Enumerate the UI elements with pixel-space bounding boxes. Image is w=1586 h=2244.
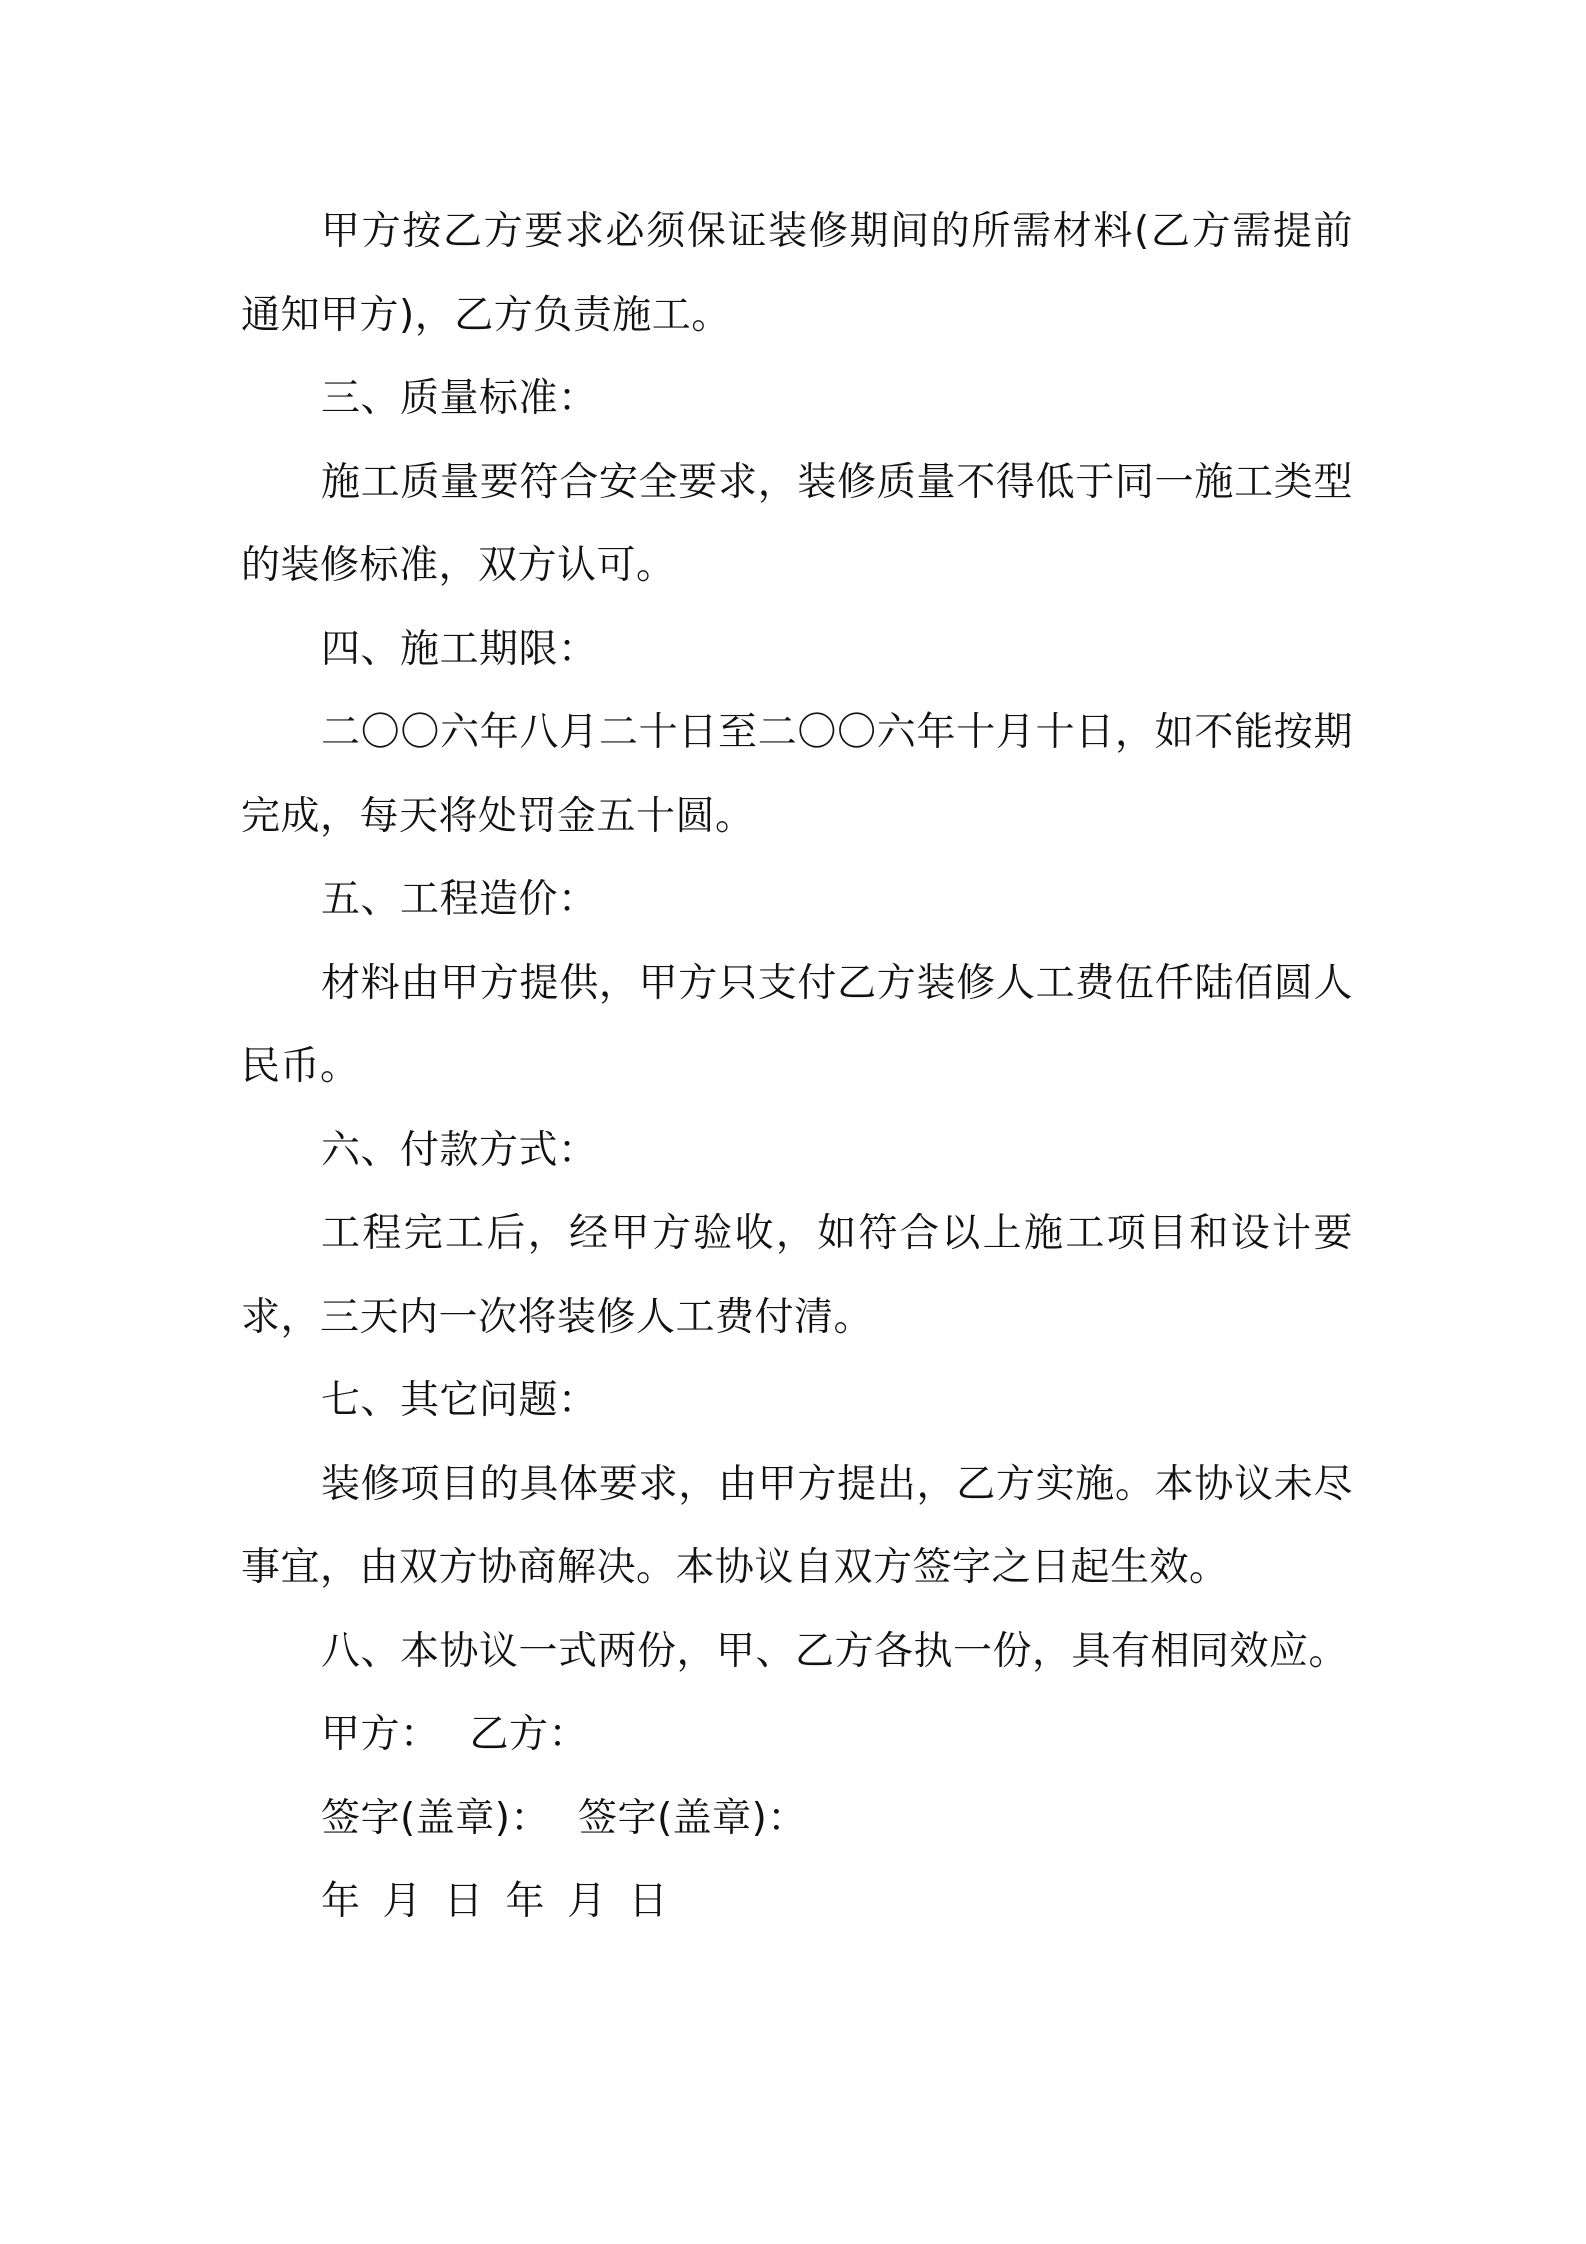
- heading-project-cost: 五、工程造价：: [321, 877, 598, 922]
- paragraph-other-issues: 装修项目的具体要求，由甲方提出，乙方实施。本协议未尽事宜，由双方协商解决。本协议自双方签字之日起生效。: [241, 1461, 1353, 1590]
- party-a-date-year: 年: [321, 1879, 361, 1924]
- party-b-date-day: 日: [628, 1879, 669, 1924]
- party-b-date-year: 年: [505, 1879, 546, 1924]
- signature-parties-row: [241, 1693, 1353, 1777]
- party-a-seal-label: 签字(盖章)：: [321, 1795, 550, 1841]
- paragraph-payment: 工程完工后，经甲方验收，如符合以上施工项目和设计要求，三天内一次将装修人工费付清。: [241, 1211, 1353, 1340]
- party-b-label: 乙方：: [469, 1712, 589, 1757]
- paragraph-materials: 甲方按乙方要求必须保证装修期间的所需材料(乙方需提前通知甲方)，乙方负责施工。: [241, 209, 1353, 338]
- heading-payment-method: 六、付款方式：: [321, 1127, 598, 1173]
- paragraph-copies: 八、本协议一式两份，甲、乙方各执一份，具有相同效应。: [321, 1628, 1349, 1674]
- heading-quality-standard: 三、质量标准：: [321, 376, 598, 421]
- paragraph-quality: 施工质量要符合安全要求，装修质量不得低于同一施工类型的装修标准，双方认可。: [241, 459, 1353, 588]
- heading-construction-period: 四、施工期限：: [321, 626, 598, 672]
- party-a-date-day: 日: [444, 1879, 484, 1924]
- party-b-date-month: 月: [567, 1879, 607, 1924]
- paragraph-cost: 材料由甲方提供，甲方只支付乙方装修人工费伍仟陆佰圆人民币。: [241, 960, 1353, 1089]
- party-a-date-month: 月: [382, 1879, 423, 1924]
- paragraph-period: 二〇〇六年八月二十日至二〇〇六年十月十日，如不能按期完成，每天将处罚金五十圆。: [241, 710, 1353, 839]
- heading-other-issues: 七、其它问题：: [321, 1378, 598, 1423]
- party-b-seal-label: 签字(盖章)：: [577, 1795, 807, 1841]
- signature-seal-row: [241, 1777, 1353, 1861]
- document-body: [241, 190, 1353, 1944]
- party-a-label: 甲方：: [321, 1712, 440, 1757]
- signature-date-row: [241, 1860, 1353, 1944]
